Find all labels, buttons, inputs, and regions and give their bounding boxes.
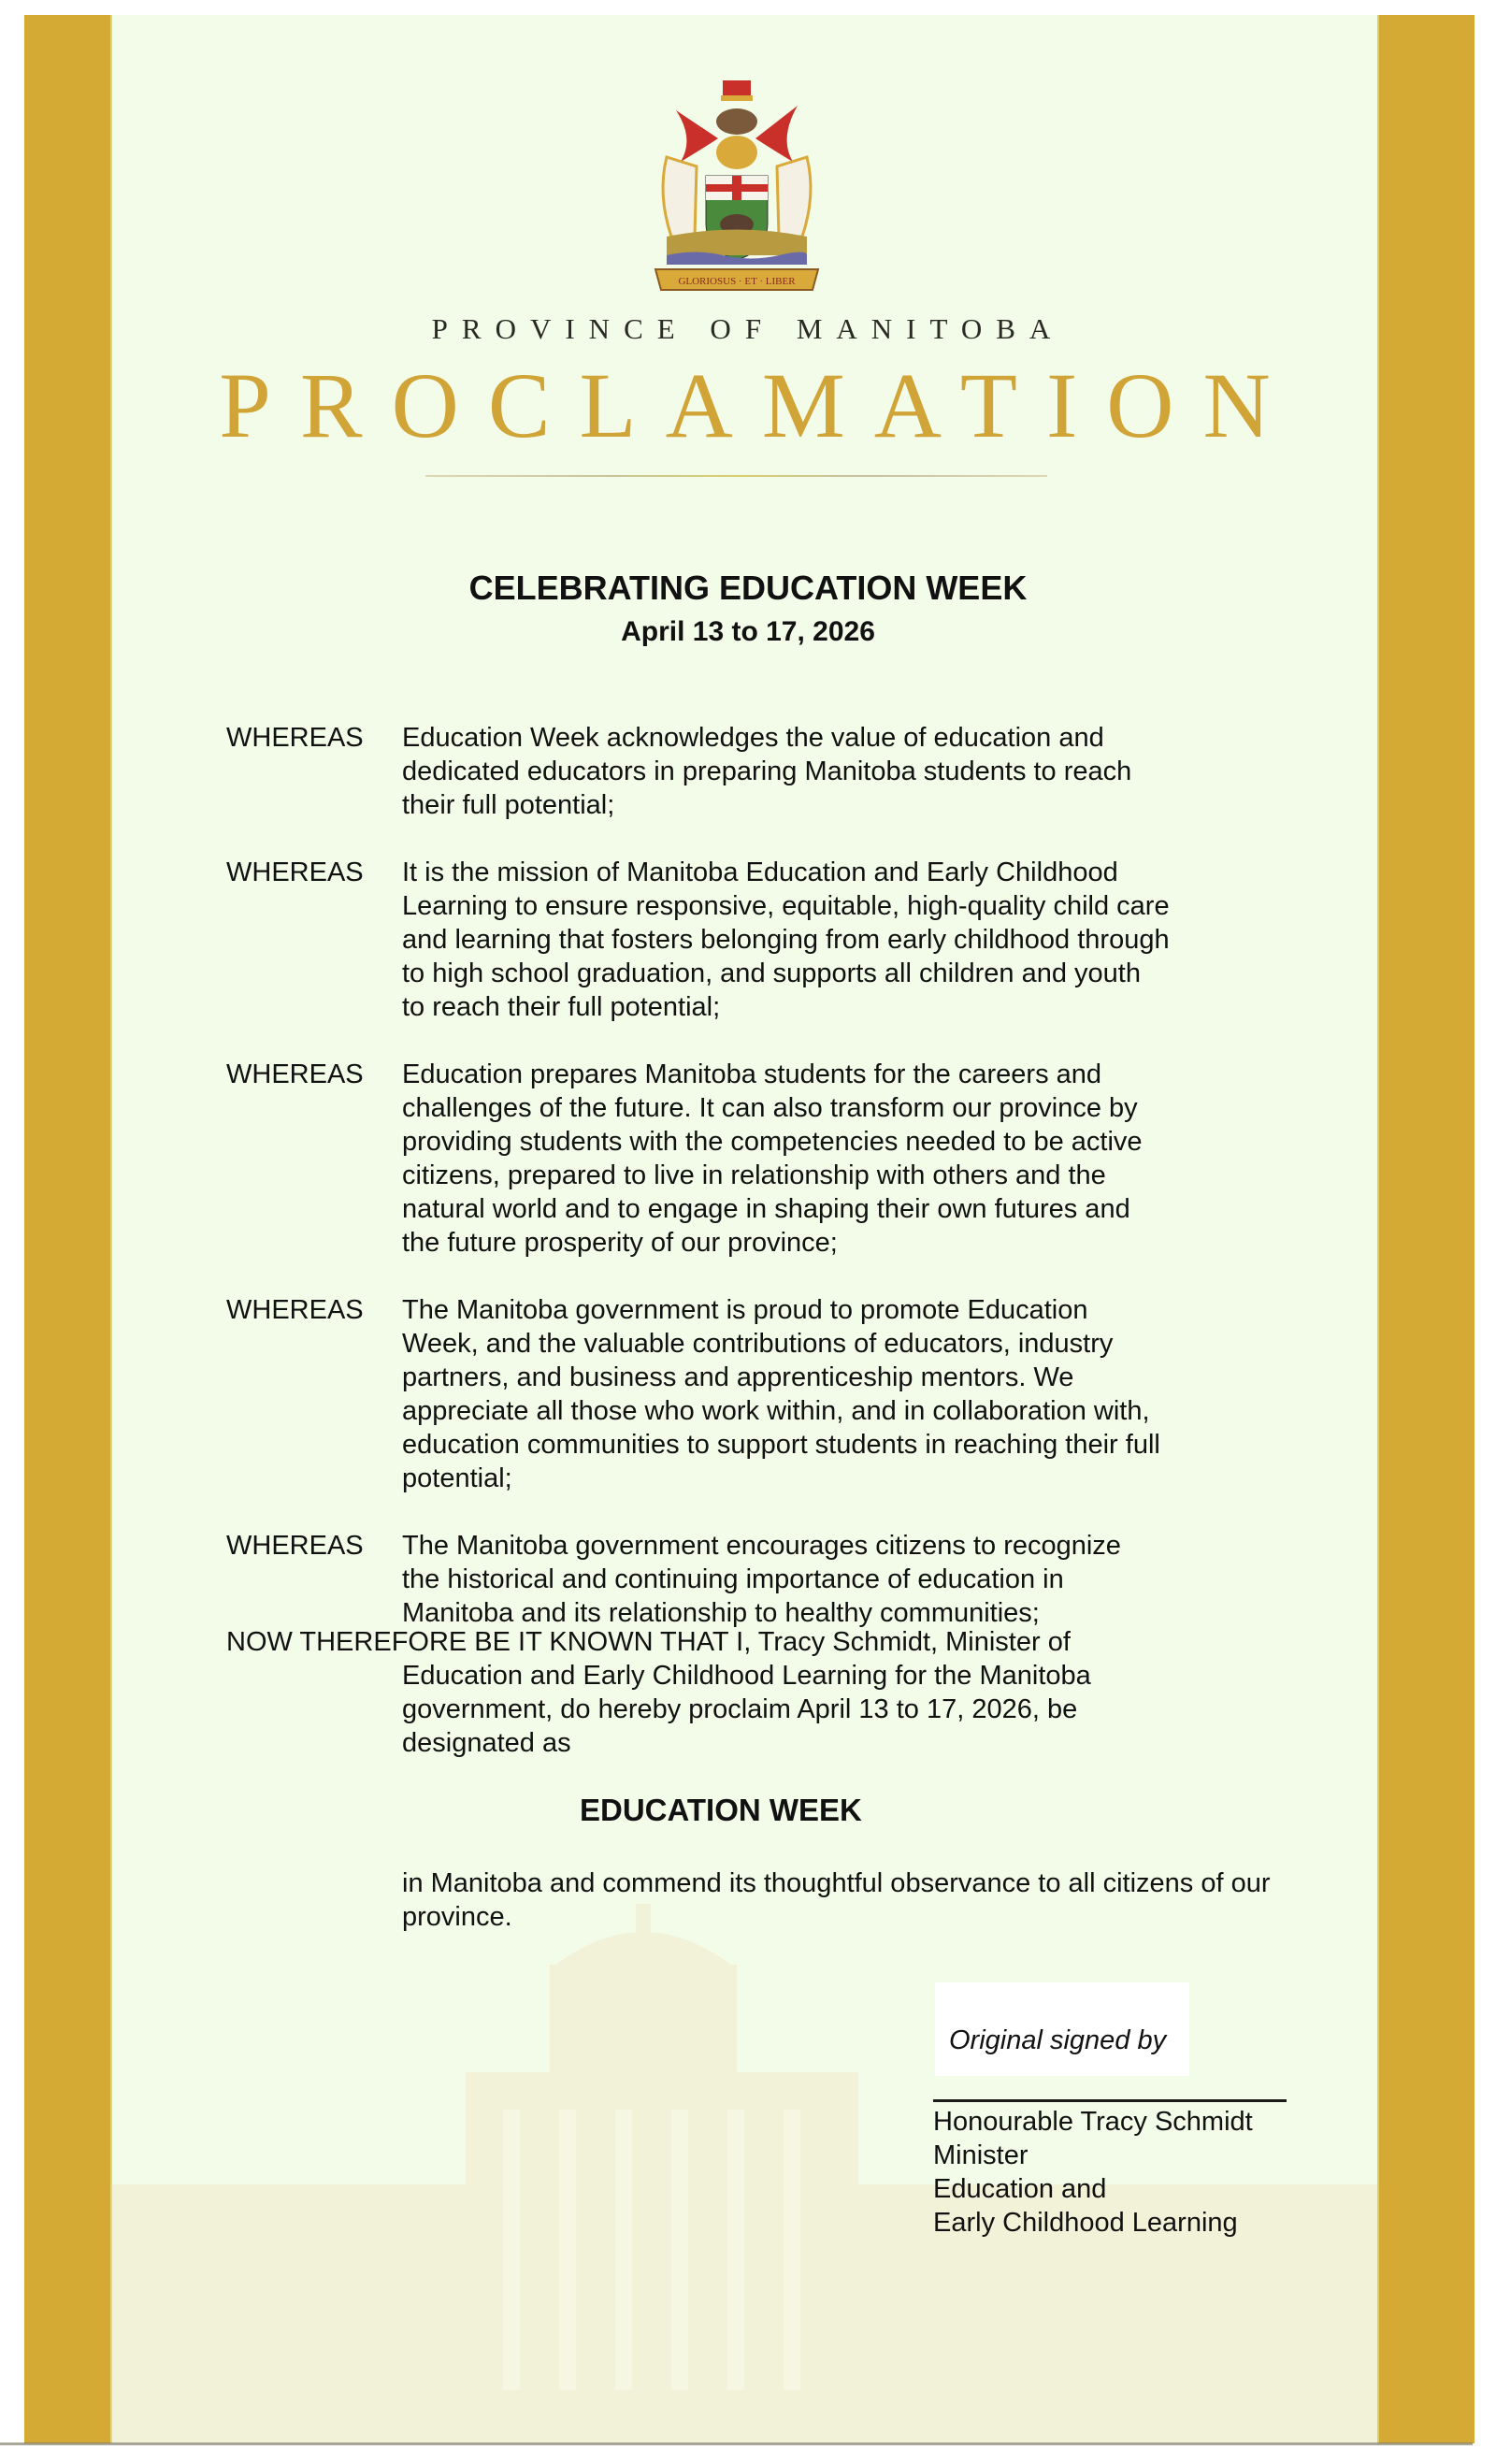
closing-statement: in Manitoba and commend its thoughtful observance to all citizens of our province. bbox=[402, 1868, 1271, 1932]
whereas-clause bbox=[226, 721, 1302, 822]
whereas-clause bbox=[226, 1293, 1302, 1495]
proclamation-page bbox=[0, 15, 1473, 2443]
signatory-block bbox=[933, 2105, 1253, 2240]
signatory-role: Minister bbox=[933, 2140, 1028, 2170]
resolution-paragraph bbox=[226, 1625, 1302, 1760]
resolution-body: Education and Early Childhood Learning for the Manitoba government, do hereby proclaim April 13 to 17, 2026, be designated as bbox=[402, 1661, 1091, 1758]
whereas-clause bbox=[226, 856, 1302, 1024]
proclamation-title: CELEBRATING EDUCATION WEEK bbox=[468, 569, 1028, 607]
clause-text: Education prepares Manitoba students for the careers and challenges of the future. It can also transform our province by providing students with the competencies needed to be active citizens, prepared to live in relationship with others and the natural world and to engage in shaping their own futures and the future prosperity of our province; bbox=[402, 1059, 1143, 1258]
clause-text: The Manitoba government encourages citizens to recognize the historical and continuing importance of education in Manitoba and its relationship to healthy communities; bbox=[402, 1531, 1121, 1628]
signature-line bbox=[933, 2099, 1287, 2102]
clause-text: It is the mission of Manitoba Education and Early Childhood Learning to ensure responsive, equitable, high-quality child care and learning that fosters belonging from early childhood through to high school graduation, and supports all children and youth to reach their full potential; bbox=[402, 857, 1170, 1022]
clause-label: WHEREAS bbox=[226, 1295, 364, 1325]
clause-label: WHEREAS bbox=[226, 1531, 364, 1561]
resolution-lead: NOW THEREFORE BE IT KNOWN THAT I, Tracy Schmidt, Minister of bbox=[226, 1627, 1071, 1657]
original-signed-note: Original signed by bbox=[949, 2025, 1167, 2055]
whereas-clauses bbox=[226, 721, 1302, 1664]
document-type-heading: PROCLAMATION bbox=[219, 353, 1300, 457]
heading-divider bbox=[425, 475, 1047, 477]
province-name: PROVINCE OF MANITOBA bbox=[431, 312, 1065, 345]
clause-label: WHEREAS bbox=[226, 857, 364, 887]
proclamation-dates: April 13 to 17, 2026 bbox=[621, 616, 875, 647]
signatory-department-line2: Early Childhood Learning bbox=[933, 2208, 1238, 2238]
clause-text: Education Week acknowledges the value of education and dedicated educators in preparing Manitoba students to reach their full potential; bbox=[402, 723, 1132, 820]
svg-text:GLORIOSUS · ET · LIBER: GLORIOSUS · ET · LIBER bbox=[678, 276, 796, 287]
manitoba-coat-of-arms-icon bbox=[639, 73, 835, 302]
whereas-clause bbox=[226, 1058, 1302, 1260]
clause-text: The Manitoba government is proud to promote Education Week, and the valuable contributions of educators, industry partners, and business and apprenticeship mentors. We appreciate all those who work within, and in collaboration with, education communities to support students in reaching their full potential; bbox=[402, 1295, 1160, 1493]
whereas-clause bbox=[226, 1529, 1302, 1630]
signatory-name: Honourable Tracy Schmidt bbox=[933, 2107, 1253, 2137]
clause-label: WHEREAS bbox=[226, 1059, 364, 1089]
clause-label: WHEREAS bbox=[226, 723, 364, 753]
signatory-department-line1: Education and bbox=[933, 2174, 1107, 2204]
designation-text: EDUCATION WEEK bbox=[580, 1793, 862, 1827]
